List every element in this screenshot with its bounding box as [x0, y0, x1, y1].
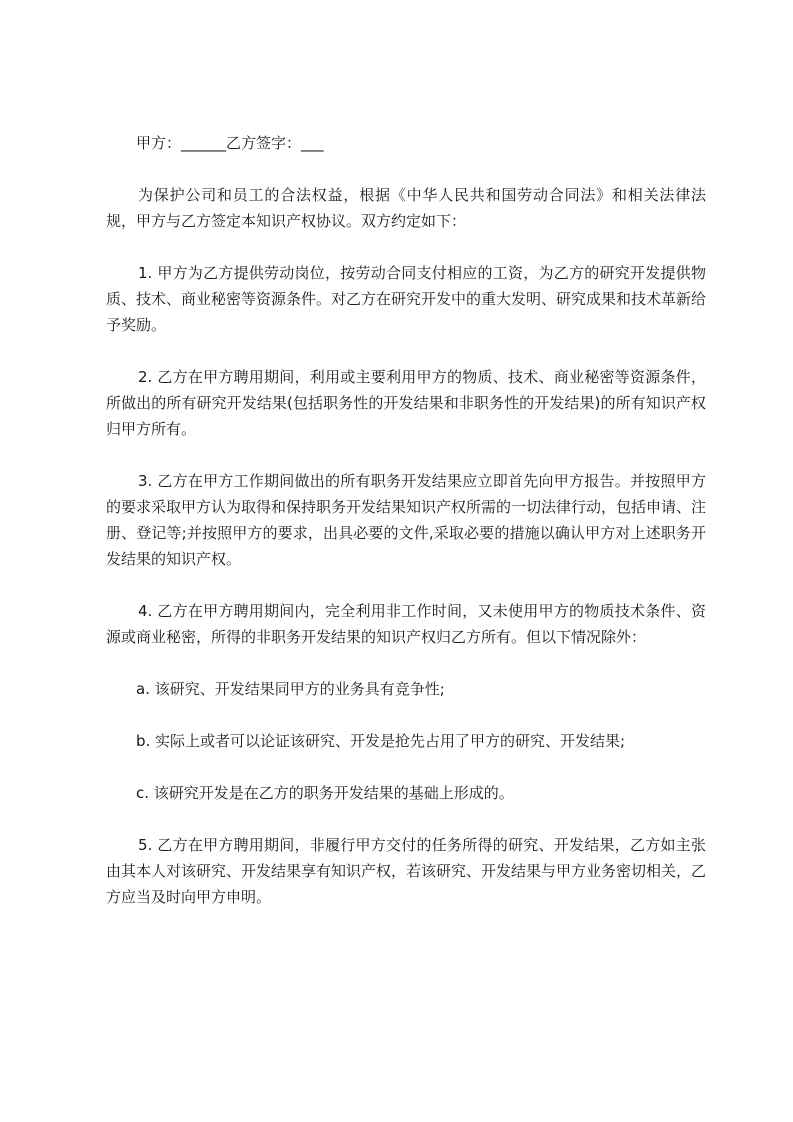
clause-1: 1. 甲方为乙方提供劳动岗位，按劳动合同支付相应的工资，为乙方的研究开发提供物质、技术、商业秘密等资源条件。对乙方在研究开发中的重大发明、研究成果和技术革新给予奖励。	[106, 264, 707, 334]
clause-3: 3. 乙方在甲方工作期间做出的所有职务开发结果应立即首先向甲方报告。并按照甲方的要求采取甲方认为取得和保持职务开发结果知识产权所需的一切法律行动，包括申请、注册、登记等;并按照甲方的要求，出具必要的文件,采取必要的措施以确认甲方对上述职务开发结果的知识产权。	[106, 472, 707, 568]
signature-line: 甲方：______乙方签字：___	[136, 134, 324, 152]
clause-5: 5. 乙方在甲方聘用期间，非履行甲方交付的任务所得的研究、开发结果，乙方如主张由其本人对该研究、开发结果享有知识产权，若该研究、开发结果与甲方业务密切相关，乙方应当及时向甲方申明。	[106, 836, 707, 906]
intro-paragraph: 为保护公司和员工的合法权益，根据《中华人民共和国劳动合同法》和相关法律法规，甲方与乙方签定本知识产权协议。双方约定如下：	[106, 186, 706, 230]
clause-2: 2. 乙方在甲方聘用期间，利用或主要利用甲方的物质、技术、商业秘密等资源条件，所做出的所有研究开发结果(包括职务性的开发结果和非职务性的开发结果)的所有知识产权归甲方所有。	[106, 368, 706, 438]
exception-b: b. 实际上或者可以论证该研究、开发是抢先占用了甲方的研究、开发结果;	[136, 732, 626, 750]
document-body	[106, 130, 706, 936]
exception-a: a. 该研究、开发结果同甲方的业务具有竞争性;	[136, 680, 445, 698]
exception-c: c. 该研究开发是在乙方的职务开发结果的基础上形成的。	[136, 784, 514, 802]
clause-4: 4. 乙方在甲方聘用期间内，完全利用非工作时间，又未使用甲方的物质技术条件、资源或商业秘密，所得的非职务开发结果的知识产权归乙方所有。但以下情况除外：	[106, 602, 706, 646]
